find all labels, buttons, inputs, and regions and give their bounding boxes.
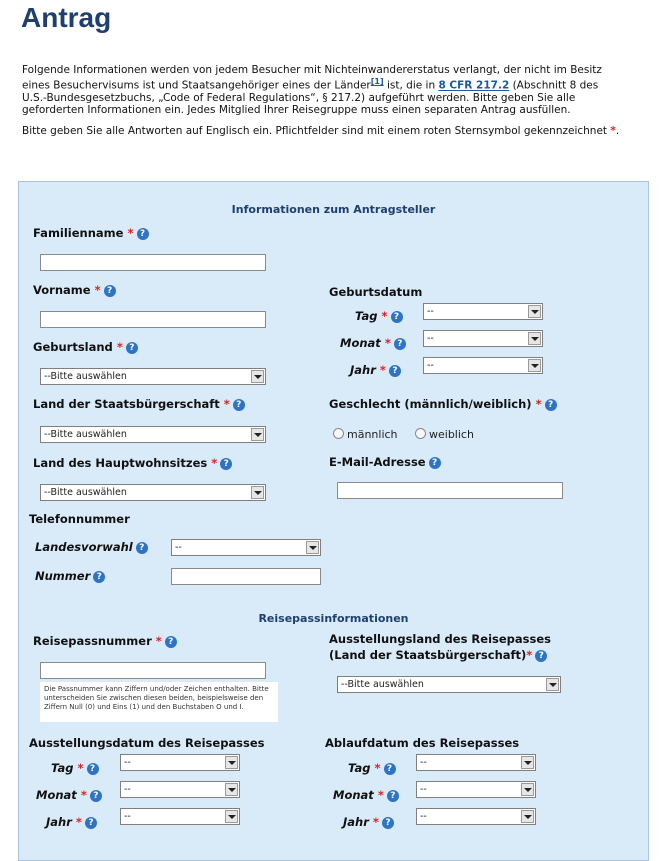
gender-label: Geschlecht (männlich/weiblich) * ?	[329, 397, 557, 411]
issue-country-label: Ausstellungsland des Reisepasses	[329, 632, 551, 646]
dob-month-label: Monat * ?	[340, 336, 406, 350]
gender-male-radio[interactable]: männlich	[333, 428, 398, 441]
chevron-down-icon	[521, 756, 534, 769]
issue-year-label: Jahr * ?	[46, 815, 97, 829]
help-icon[interactable]: ?	[545, 399, 557, 411]
issue-day-label: Tag * ?	[51, 761, 99, 775]
birth-country-label: Geburtsland * ?	[33, 340, 138, 354]
chevron-down-icon	[225, 756, 238, 769]
page-title: Antrag	[21, 2, 112, 33]
email-input[interactable]	[337, 482, 563, 499]
birth-country-select[interactable]: --Bitte auswählen	[40, 368, 266, 385]
phone-label: Telefonnummer	[29, 512, 130, 526]
help-icon[interactable]: ?	[394, 338, 406, 350]
dob-day-select[interactable]: --	[423, 303, 543, 320]
citizenship-select[interactable]: --Bitte auswählen	[40, 426, 266, 443]
radio-circle-icon	[333, 428, 344, 439]
chevron-down-icon	[528, 305, 541, 318]
expiry-month-label: Monat * ?	[333, 788, 399, 802]
intro-text	[22, 64, 622, 146]
help-icon[interactable]: ?	[382, 817, 394, 829]
issue-country-select[interactable]: --Bitte auswählen	[337, 676, 561, 693]
chevron-down-icon	[521, 783, 534, 796]
issue-day-select[interactable]: --	[120, 754, 240, 771]
residence-label: Land des Hauptwohnsitzes * ?	[33, 456, 232, 470]
email-label: E-Mail-Adresse ?	[329, 455, 441, 469]
issue-country-label-2: (Land der Staatsbürgerschaft)* ?	[329, 648, 547, 662]
residence-select[interactable]: --Bitte auswählen	[40, 484, 266, 501]
chevron-down-icon	[528, 332, 541, 345]
help-icon[interactable]: ?	[391, 311, 403, 323]
citizenship-label: Land der Staatsbürgerschaft * ?	[33, 397, 245, 411]
help-icon[interactable]: ?	[429, 457, 441, 469]
help-icon[interactable]: ?	[220, 458, 232, 470]
help-icon[interactable]: ?	[87, 763, 99, 775]
passport-number-input[interactable]	[40, 662, 266, 679]
required-star-icon: *	[610, 124, 616, 137]
expiry-year-select[interactable]: --	[416, 808, 536, 825]
expiry-date-label: Ablaufdatum des Reisepasses	[325, 736, 520, 750]
help-icon[interactable]: ?	[389, 365, 401, 377]
issue-date-label: Ausstellungsdatum des Reisepasses	[29, 736, 265, 750]
radio-circle-icon	[415, 428, 426, 439]
expiry-month-select[interactable]: --	[416, 781, 536, 798]
phone-number-input[interactable]	[171, 568, 321, 585]
surname-input[interactable]	[40, 254, 266, 271]
chevron-down-icon	[546, 678, 559, 691]
dob-month-select[interactable]: --	[423, 330, 543, 347]
issue-month-select[interactable]: --	[120, 781, 240, 798]
issue-year-select[interactable]: --	[120, 808, 240, 825]
dob-year-select[interactable]: --	[423, 357, 543, 374]
help-icon[interactable]: ?	[126, 342, 138, 354]
passport-number-label: Reisepassnummer * ?	[33, 634, 177, 648]
help-icon[interactable]: ?	[233, 399, 245, 411]
help-icon[interactable]: ?	[535, 650, 547, 662]
expiry-day-select[interactable]: --	[416, 754, 536, 771]
chevron-down-icon	[225, 810, 238, 823]
intro-paragraph-2: Bitte geben Sie alle Antworten auf Englisch ein. Pflichtfelder sind mit einem roten Sternsymbol gekennzeichnet *.	[22, 124, 620, 137]
surname-label: Familienname * ?	[33, 226, 149, 240]
section-title-applicant: Informationen zum Antragsteller	[231, 203, 436, 216]
help-icon[interactable]: ?	[387, 790, 399, 802]
chevron-down-icon	[251, 370, 264, 383]
given-name-input[interactable]	[40, 311, 266, 328]
issue-month-label: Monat * ?	[36, 788, 102, 802]
help-icon[interactable]: ?	[384, 763, 396, 775]
dob-year-label: Jahr * ?	[350, 363, 401, 377]
dob-label: Geburtsdatum	[329, 285, 423, 299]
chevron-down-icon	[225, 783, 238, 796]
chevron-down-icon	[521, 810, 534, 823]
help-icon[interactable]: ?	[90, 790, 102, 802]
dob-day-label: Tag * ?	[355, 309, 403, 323]
cfr-link[interactable]: 8 CFR 217.2	[438, 79, 510, 92]
expiry-day-label: Tag * ?	[348, 761, 396, 775]
chevron-down-icon	[306, 541, 319, 554]
country-code-select[interactable]: --	[171, 539, 321, 556]
passport-number-hint: Die Passnummer kann Ziffern und/oder Zeichen enthalten. Bitte unterscheiden Sie zwischen diesen beiden, beispielsweise den Ziffern Null (0) und Eins (1) und den Buchstaben O und I.	[40, 682, 278, 722]
chevron-down-icon	[251, 486, 264, 499]
help-icon[interactable]: ?	[93, 571, 105, 583]
footnote-link[interactable]: [1]	[370, 77, 384, 86]
given-name-label: Vorname * ?	[33, 283, 116, 297]
country-code-label: Landesvorwahl ?	[35, 540, 148, 554]
help-icon[interactable]: ?	[137, 228, 149, 240]
help-icon[interactable]: ?	[85, 817, 97, 829]
chevron-down-icon	[528, 359, 541, 372]
chevron-down-icon	[251, 428, 264, 441]
gender-female-radio[interactable]: weiblich	[415, 428, 474, 441]
form-panel	[18, 181, 649, 861]
section-title-passport: Reisepassinformationen	[258, 612, 409, 625]
expiry-year-label: Jahr * ?	[343, 815, 394, 829]
help-icon[interactable]: ?	[136, 542, 148, 554]
phone-number-label: Nummer ?	[35, 569, 105, 583]
help-icon[interactable]: ?	[104, 285, 116, 297]
help-icon[interactable]: ?	[165, 636, 177, 648]
intro-paragraph-1: Folgende Informationen werden von jedem Besucher mit Nichteinwandererstatus verlangt, der nicht im Besitz eines Besuchervisums ist und Staatsangehöriger eines der Länder[1] ist, die in 8 CFR 217.2 (Abschnitt 8 des U.S.-Bundesgesetzbuchs, „Code of Federal Regulations“, § 217.2) aufgeführt werden. Bitte geben Sie alle geforderten Informationen ein. Jedes Mitglied Ihrer Reisegruppe muss einen separaten Antrag ausfüllen.	[22, 64, 602, 116]
